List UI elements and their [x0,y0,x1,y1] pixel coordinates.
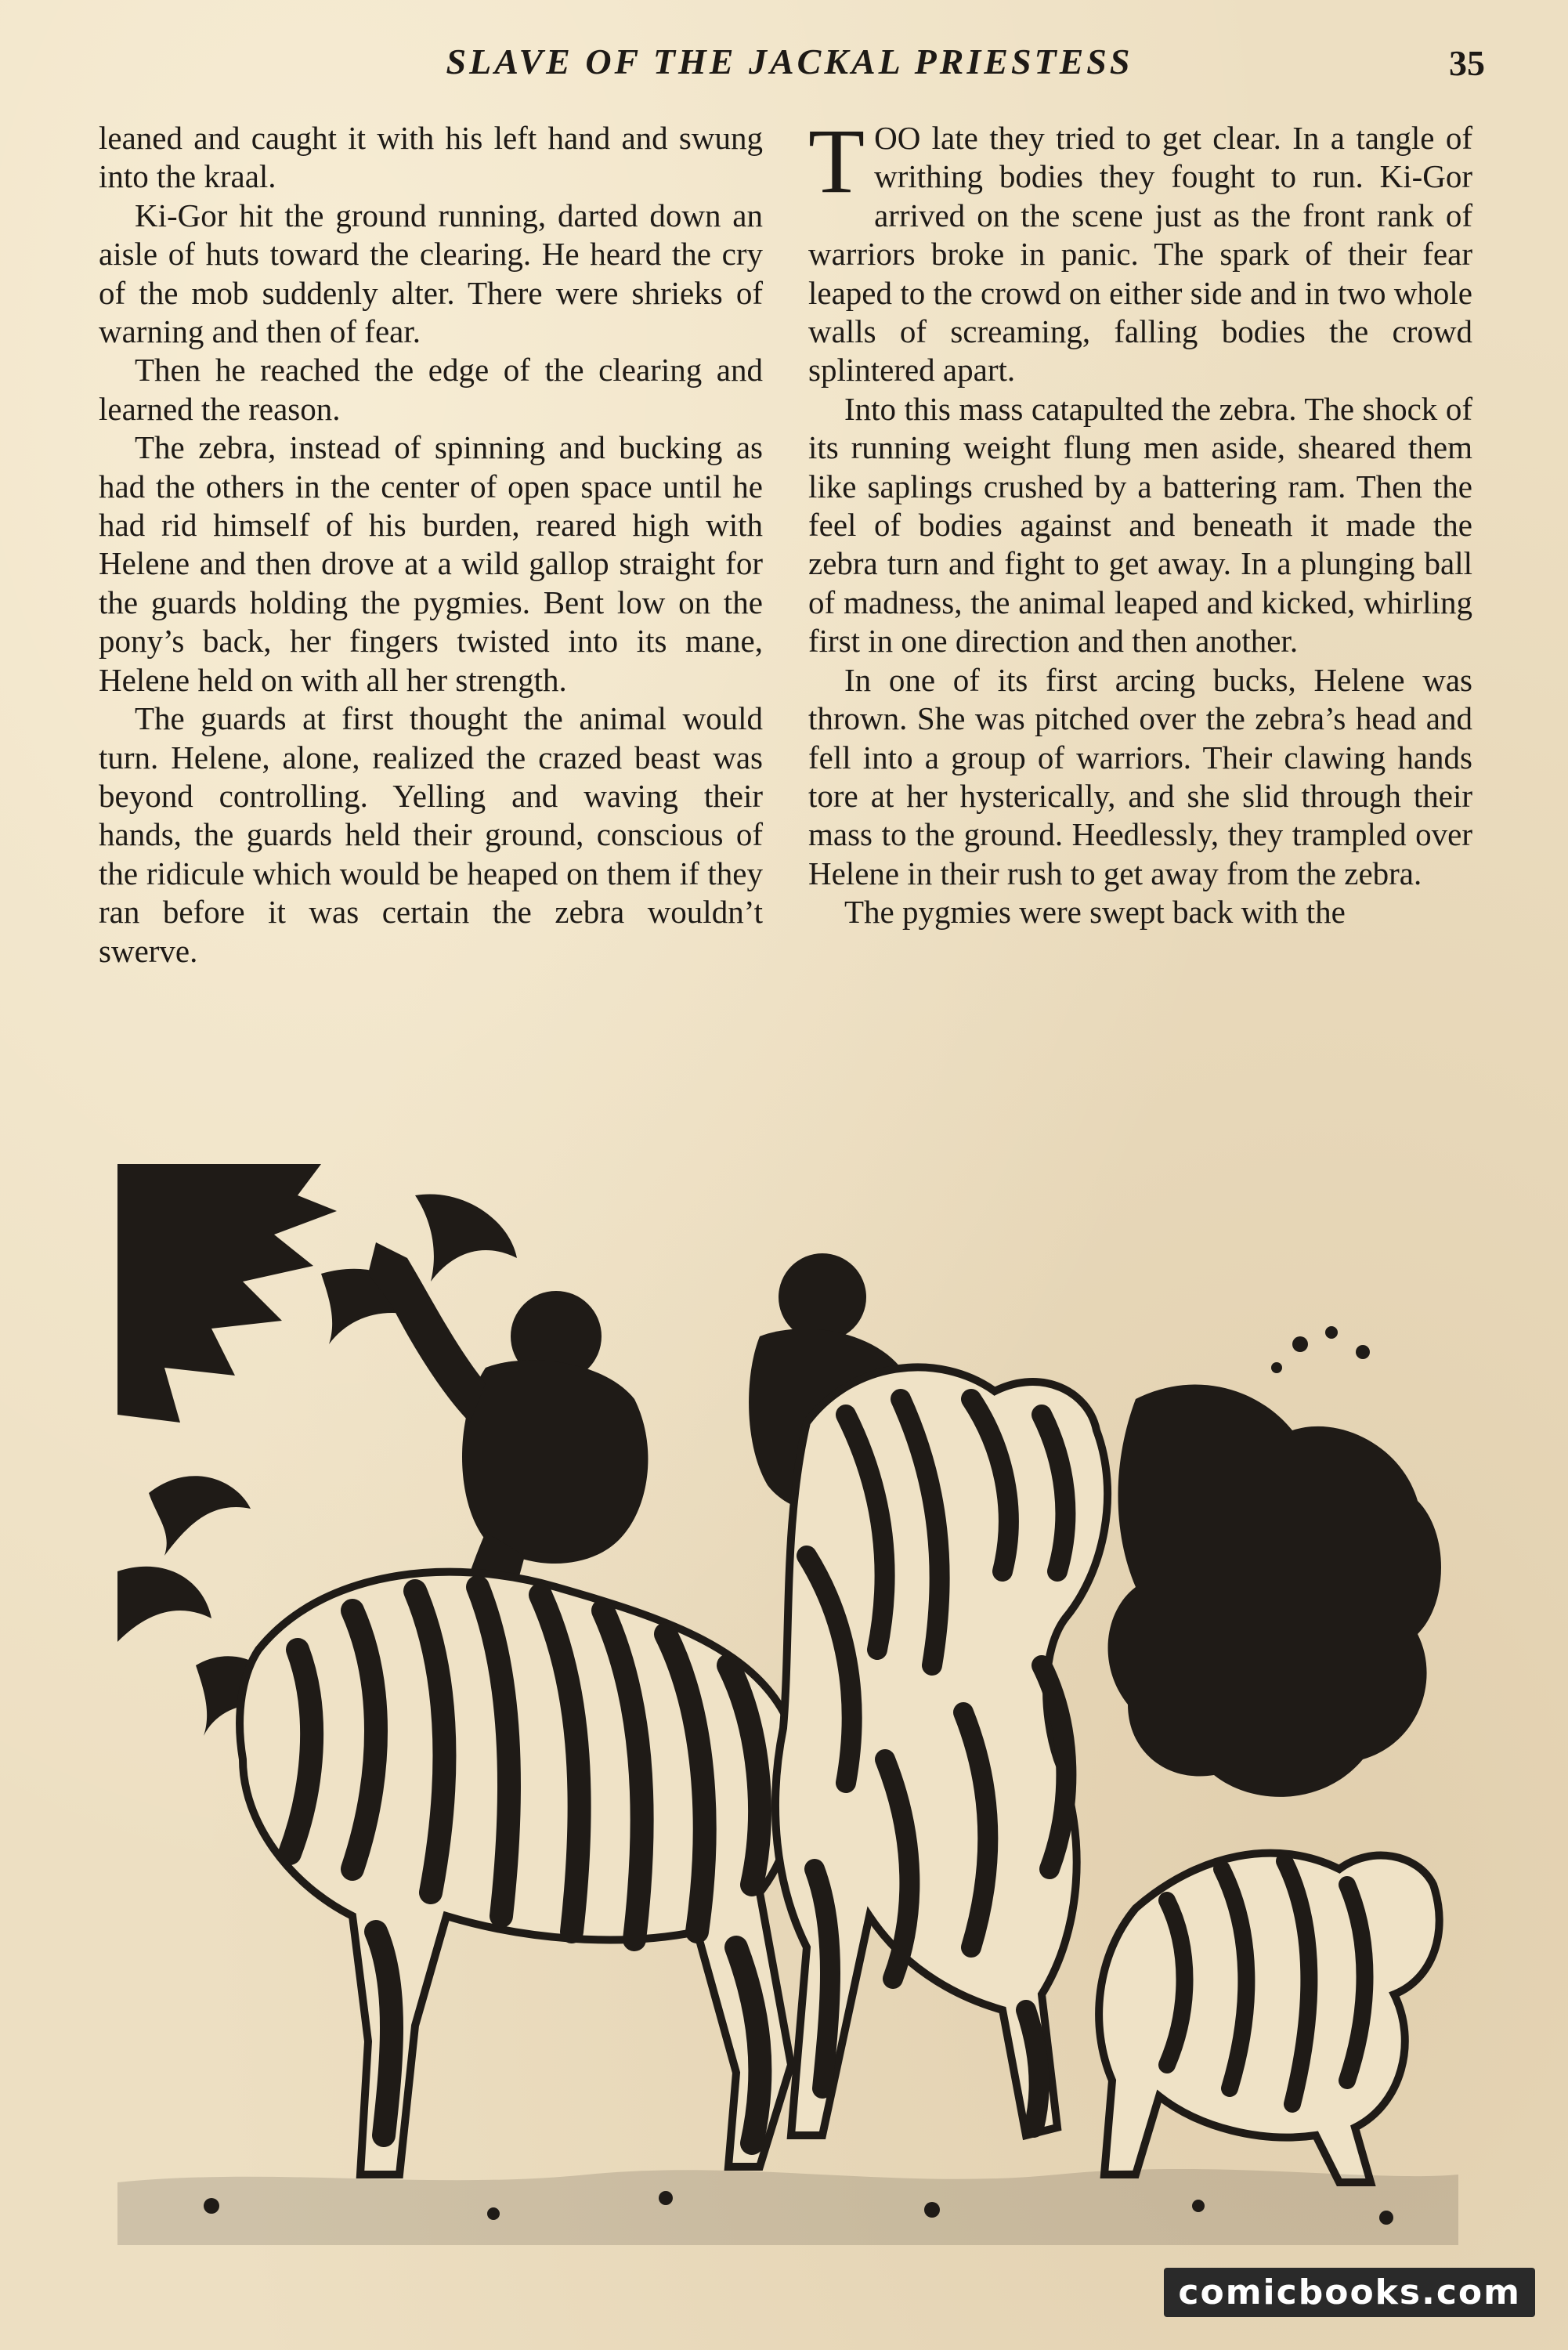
running-title: SLAVE OF THE JACKAL PRIESTESS [446,42,1133,81]
watermark-label: comicbooks.com [1164,2268,1535,2317]
paragraph: Ki-Gor hit the ground running, darted down an aisle of huts toward the clearing. He heard the cry of the mob suddenly alter. There were shrieks of warning and then of fear. [99,197,763,350]
page-header [100,41,1485,96]
drop-cap: T [808,110,865,212]
opening-paragraph [808,110,1472,390]
paragraph: The zebra, instead of spinning and bucking as had the others in the center of open space until he had rid himself of his burden, reared high with Helene and then drove at a wild gallop straight for the guards holding the pygmies. Bent low on the pony’s back, her fingers twisted into its mane, Helene held on with all her strength. [99,429,763,698]
paragraph: Into this mass catapulted the zebra. The shock of its running weight flung men aside, sheared them like saplings crushed by a battering ram. Then the feel of bodies against and beneath it made the zebra turn and fight to get away. In a plunging ball of madness, the animal leaped and kicked, whirling first in one direction and then another. [808,390,1472,660]
zebra-left [240,1572,797,2175]
paragraph: leaned and caught it with his left hand and swung into the kraal. [99,120,763,195]
tiger [1099,1853,1440,2182]
opening-paragraph-text: OO late they tried to get clear. In a tangle of writhing bodies they fought to run. Ki-Gor arrived on the scene just as the front rank of warriors broke in panic. The spark of their fear leaped to the crowd on either side and in two whole walls of screaming, falling bodies the crowd splintered apart. [808,120,1472,389]
left-column [99,119,763,971]
zebra-right [775,1367,1107,2135]
right-column [808,110,1472,932]
paragraph: The pygmies were swept back with the [844,894,1346,931]
paragraph: In one of its first arcing bucks, Helene was thrown. She was pitched over the zebra’s head and fell into a group of warriors. Their clawing hands tore at her hysterically, and she slid through their mass to the ground. Heedlessly, they trampled over Helene in their rush to get away from the zebra. [808,661,1472,891]
page-number: 35 [1449,43,1485,83]
bushes [1108,1326,1441,1797]
text-columns [99,110,1474,1137]
ground [117,2169,1458,2245]
paragraph: The guards at first thought the animal would turn. Helene, alone, realized the crazed beast was beyond controlling. Yelling and waving their hands, the guards held their ground, conscious of the ridicule which would be heaped on them if they ran before it was certain the zebra wouldn’t swerve. [99,700,763,969]
zebra-riders-illustration [117,1164,1458,2245]
paragraph: Then he reached the edge of the clearing and learned the reason. [99,352,763,427]
